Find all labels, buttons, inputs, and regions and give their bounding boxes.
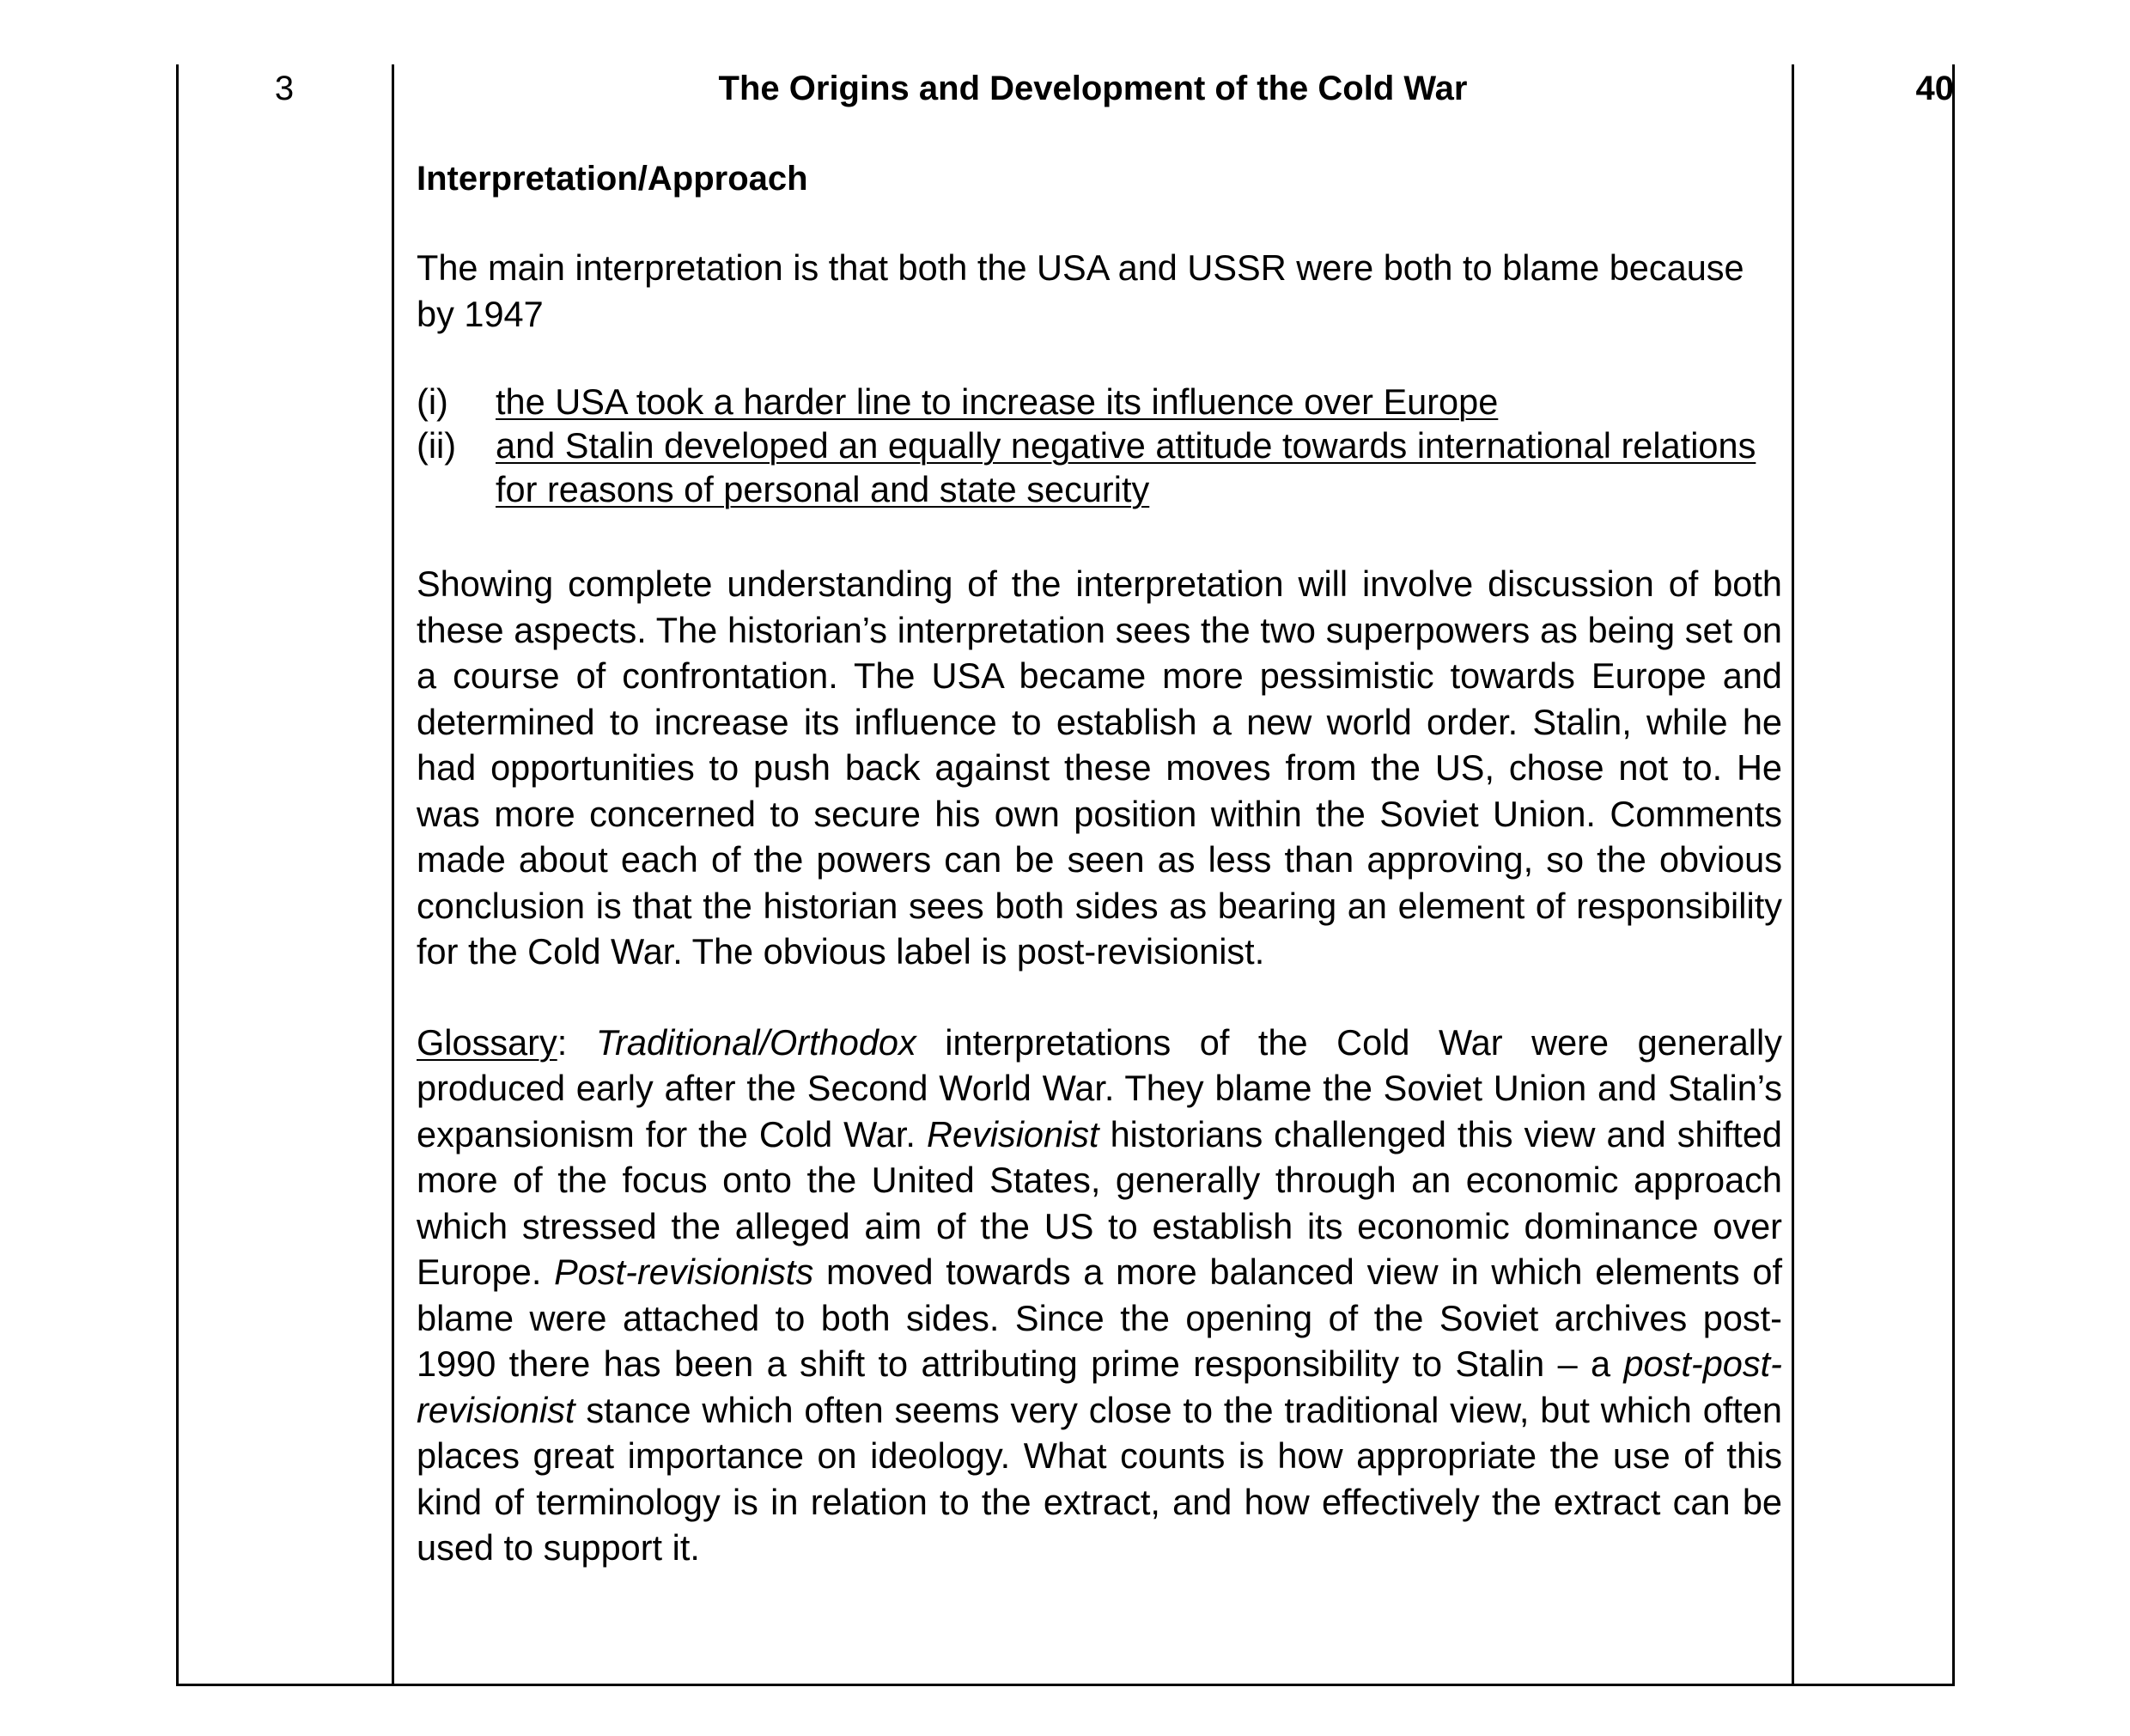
list-marker: (i) — [417, 381, 448, 422]
term-post-revisionists: Post-revisionists — [554, 1252, 814, 1292]
question-title: The Origins and Development of the Cold War — [718, 70, 1468, 107]
glossary-text-1: interpretations of the Cold War were generally produced early after the Second World War. They blame the Soviet Union and Stalin’s expansionism for the Cold War. — [417, 1021, 1782, 1154]
question-number: 3 — [274, 70, 295, 107]
glossary-colon: : — [557, 1021, 596, 1063]
table-left-border — [176, 64, 179, 1686]
list-item — [417, 423, 1791, 511]
list-item-text: and Stalin developed an equally negative attitude towards international relations for reasons of personal and state security — [496, 425, 1756, 509]
answer-content — [417, 67, 1791, 1571]
term-revisionist: Revisionist — [926, 1113, 1099, 1154]
term-post-post-revisionist: post-post-revisionist — [417, 1343, 1782, 1430]
table-bottom-border — [176, 1684, 1955, 1686]
table-column-divider-2 — [1792, 64, 1794, 1686]
section-heading: Interpretation/Approach — [417, 160, 808, 198]
intro-paragraph: The main interpretation is that both the USA and USSR were both to blame because by 1947 — [417, 247, 1744, 334]
glossary-paragraph — [417, 1020, 1782, 1571]
table-right-border — [1952, 64, 1955, 1686]
glossary-text-2: historians challenged this view and shifted more of the focus onto the United States, generally through an economic approach which stressed the alleged aim of the US to establish its economic dominance over Europe. — [417, 1113, 1783, 1292]
list-marker: (ii) — [417, 425, 457, 466]
term-traditional: Traditional/Orthodox — [595, 1021, 916, 1063]
glossary-label: Glossary — [417, 1021, 557, 1063]
glossary-text-4: stance which often seems very close to the traditional view, but which often places great importance on ideology. What counts is how appropriate the use of this kind of terminology is in relation to the extract, and how effectively the extract can be used to support it. — [417, 1389, 1782, 1568]
points-list — [417, 380, 1791, 511]
question-marks: 40 — [1915, 70, 1954, 107]
list-item-text: the USA took a harder line to increase its influence over Europe — [496, 381, 1499, 422]
table-column-divider-1 — [392, 64, 394, 1686]
body-paragraph: Showing complete understanding of the interpretation will involve discussion of both these aspects. The historian’s interpretation sees the two superpowers as being set on a course of confrontation. The USA became more pessimistic towards Europe and determined to increase its influence to establish a new world order. Stalin, while he had opportunities to push back against these moves from the US, chose not to. He was more concerned to secure his own position within the Soviet Union. Comments made about each of the powers can be seen as less than approving, so the obvious conclusion is that the historian sees both sides as bearing an element of responsibility for the Cold War. The obvious label is post-revisionist. — [417, 563, 1782, 972]
list-item — [417, 380, 1791, 423]
glossary-text-3: moved towards a more balanced view in which elements of blame were attached to both sides. Since the opening of the Soviet archives post-1990 there has been a shift to attributing prime responsibility to Stalin – a — [417, 1252, 1782, 1384]
